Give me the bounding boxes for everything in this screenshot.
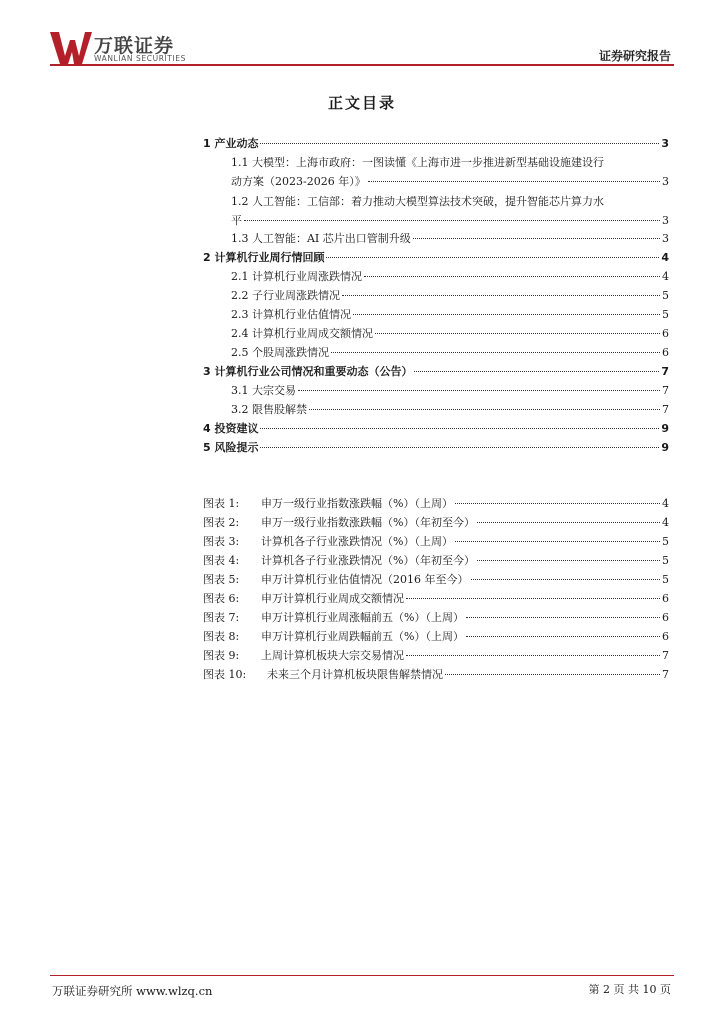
- logo-brand-en: WANLIAN SECURITIES: [94, 54, 187, 63]
- toc-item-page: 4: [661, 251, 669, 264]
- toc-item-page: 3: [662, 214, 669, 227]
- figure-page: 5: [662, 535, 669, 548]
- figure-number: 图表 4:: [203, 554, 240, 567]
- toc-leader: [309, 409, 660, 410]
- figure-page: 4: [662, 516, 669, 529]
- figure-leader: [406, 598, 660, 599]
- toc-item[interactable]: [203, 135, 669, 151]
- figure-number: 图表 6:: [203, 592, 240, 605]
- toc-leader: [375, 333, 660, 334]
- toc-item-page: 6: [662, 327, 669, 340]
- toc-leader: [331, 352, 660, 353]
- figure-number: 图表 5:: [203, 573, 240, 586]
- toc-item-label: 2 计算机行业周行情回顾: [203, 251, 325, 264]
- toc-item-label-line1[interactable]: 1.2 人工智能：工信部：着力推动大模型算法技术突破，提升智能芯片算力水: [231, 195, 604, 208]
- toc-item-label-line1[interactable]: 1.1 大模型：上海市政府：一图读懂《上海市进一步推进新型基础设施建设行: [231, 156, 604, 169]
- toc-item-label: 2.3 计算机行业估值情况: [231, 308, 351, 321]
- toc-item-label: 4 投资建议: [203, 422, 259, 435]
- figure-list-item[interactable]: [203, 514, 669, 530]
- figure-number: 图表 1:: [203, 497, 240, 510]
- toc-leader: [260, 447, 659, 448]
- figure-number: 图表 10:: [203, 668, 247, 681]
- toc-leader: [364, 276, 660, 277]
- toc-item[interactable]: [231, 173, 669, 189]
- toc-leader: [414, 371, 659, 372]
- figure-leader: [445, 674, 660, 675]
- figure-title: 申万一级行业指数涨跌幅（%）（上周）: [261, 497, 453, 510]
- toc-item-page: 9: [661, 422, 669, 435]
- toc-item[interactable]: [203, 249, 669, 265]
- toc-item[interactable]: [231, 382, 669, 398]
- toc-item-page: 9: [661, 441, 669, 454]
- toc-item-page: 3: [662, 232, 669, 245]
- toc-item-label: 2.1 计算机行业周涨跌情况: [231, 270, 362, 283]
- figure-leader: [455, 503, 660, 504]
- header-divider: [50, 64, 674, 66]
- figure-number: 图表 9:: [203, 649, 240, 662]
- toc-item-label-line2: 动方案（2023-2026 年）》: [231, 175, 366, 188]
- toc-item-page: 5: [662, 308, 669, 321]
- figure-title: 未来三个月计算机板块限售解禁情况: [267, 668, 443, 681]
- toc-item-page: 7: [661, 365, 669, 378]
- toc-leader: [298, 390, 660, 391]
- figure-number: 图表 3:: [203, 535, 240, 548]
- toc-leader: [413, 238, 660, 239]
- figure-list-item[interactable]: [203, 590, 669, 606]
- report-type-label: 证券研究报告: [598, 49, 671, 63]
- figure-page: 7: [662, 649, 669, 662]
- figure-leader: [477, 522, 660, 523]
- toc-item-label: 2.2 子行业周涨跌情况: [231, 289, 340, 302]
- figure-title: 申万计算机行业周跌幅前五（%）（上周）: [261, 630, 464, 643]
- figure-number: 图表 7:: [203, 611, 240, 624]
- toc-item-label: 1.3 人工智能：AI 芯片出口管制升级: [231, 232, 411, 245]
- toc-item-label: 3 计算机行业公司情况和重要动态（公告）: [203, 365, 413, 378]
- toc-item[interactable]: [231, 325, 669, 341]
- figure-page: 4: [662, 497, 669, 510]
- figure-list-item[interactable]: [203, 552, 669, 568]
- figure-page: 5: [662, 573, 669, 586]
- figure-page: 6: [662, 592, 669, 605]
- figure-number: 图表 8:: [203, 630, 240, 643]
- figure-list-item[interactable]: [203, 647, 669, 663]
- toc-item-label: 2.5 个股周涨跌情况: [231, 346, 329, 359]
- figure-leader: [466, 617, 660, 618]
- figure-page: 6: [662, 630, 669, 643]
- figure-title: 申万一级行业指数涨跌幅（%）（年初至今）: [261, 516, 475, 529]
- logo-w-icon: [50, 30, 92, 66]
- toc-leader: [260, 428, 659, 429]
- toc-leader: [353, 314, 660, 315]
- logo-brand-cn: 万联证券: [94, 35, 175, 57]
- figure-number: 图表 2:: [203, 516, 240, 529]
- figure-title: 计算机各子行业涨跌情况（%）（上周）: [261, 535, 453, 548]
- figure-title: 申万计算机行业周成交额情况: [261, 592, 404, 605]
- toc-item-page: 7: [662, 403, 669, 416]
- toc-item-page: 6: [662, 346, 669, 359]
- toc-item-label: 3.2 限售股解禁: [231, 403, 307, 416]
- toc-item-label: 1 产业动态: [203, 137, 259, 150]
- figure-title: 申万计算机行业周涨幅前五（%）（上周）: [261, 611, 464, 624]
- page-number: 第 2 页 共 10 页: [588, 983, 671, 996]
- figure-page: 7: [662, 668, 669, 681]
- figure-page: 6: [662, 611, 669, 624]
- figure-list-item[interactable]: [203, 495, 669, 511]
- figure-title: 申万计算机行业估值情况（2016 年至今）: [261, 573, 469, 586]
- toc-item[interactable]: [231, 287, 669, 303]
- toc-item-label-line2: 平: [231, 214, 242, 227]
- toc-leader: [326, 257, 659, 258]
- toc-item[interactable]: [231, 344, 669, 360]
- toc-item[interactable]: [231, 268, 669, 284]
- toc-item[interactable]: [231, 401, 669, 417]
- toc-item-page: 7: [662, 384, 669, 397]
- toc-item-page: 4: [662, 270, 669, 283]
- toc-item-page: 3: [662, 175, 669, 188]
- figure-leader: [455, 541, 660, 542]
- toc-item-page: 5: [662, 289, 669, 302]
- figure-list-item[interactable]: [203, 666, 669, 682]
- figure-title: 计算机各子行业涨跌情况（%）（年初至今）: [261, 554, 475, 567]
- toc-leader: [342, 295, 660, 296]
- toc-item-label: 5 风险提示: [203, 441, 259, 454]
- toc-item[interactable]: [203, 420, 669, 436]
- figure-list-item[interactable]: [203, 628, 669, 644]
- page-header: [0, 0, 724, 70]
- toc-item[interactable]: [203, 363, 669, 379]
- page-title: 正文目录: [327, 94, 396, 112]
- footer-divider: [50, 975, 674, 976]
- figure-list-item[interactable]: [203, 533, 669, 549]
- toc-leader: [260, 143, 659, 144]
- figure-leader: [471, 579, 661, 580]
- figure-page: 5: [662, 554, 669, 567]
- toc-leader: [368, 181, 660, 182]
- figure-leader: [466, 636, 660, 637]
- toc-item[interactable]: [231, 212, 669, 228]
- toc-leader: [244, 220, 660, 221]
- figure-title: 上周计算机板块大宗交易情况: [261, 649, 404, 662]
- company-logo: [50, 30, 200, 68]
- figure-leader: [406, 655, 660, 656]
- figure-leader: [477, 560, 660, 561]
- footer-source: 万联证券研究所 www.wlzq.cn: [52, 984, 213, 998]
- toc-item[interactable]: [203, 439, 669, 455]
- toc-item-label: 2.4 计算机行业周成交额情况: [231, 327, 373, 340]
- toc-item-page: 3: [661, 137, 669, 150]
- figure-list-item[interactable]: [203, 571, 669, 587]
- toc-item[interactable]: [231, 306, 669, 322]
- toc-item[interactable]: [231, 230, 669, 246]
- figure-list-item[interactable]: [203, 609, 669, 625]
- toc-item-label: 3.1 大宗交易: [231, 384, 296, 397]
